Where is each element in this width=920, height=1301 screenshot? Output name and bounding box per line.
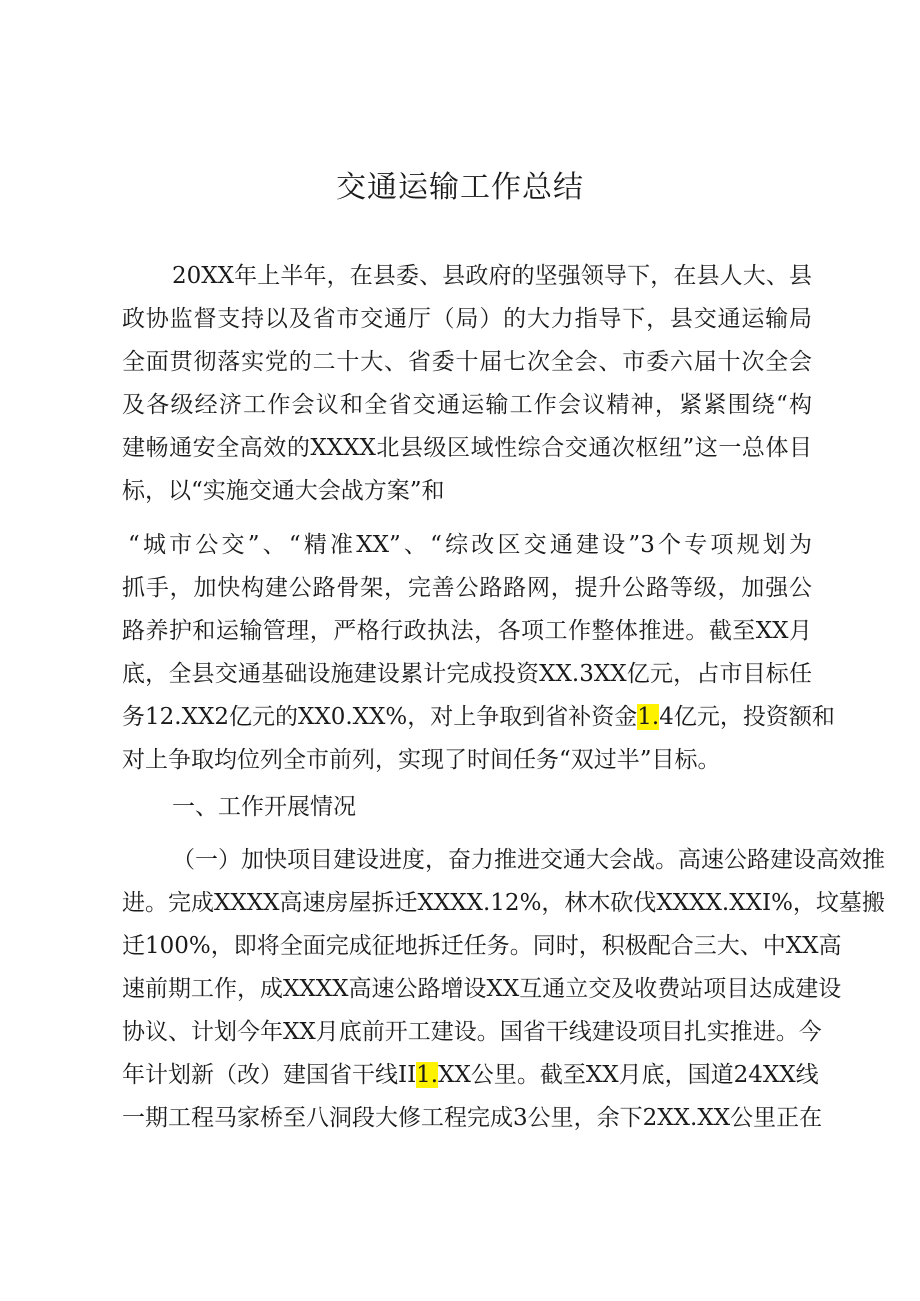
text-segment: 年计划新（改）建国省干线II <box>122 1062 417 1088</box>
subsection-heading: （一）加快项目建设进度，奋力推进交通大会战。 <box>172 847 678 873</box>
paragraph-line: 政协监督支持以及省市交通厅（局）的大力指导下，县交通运输局 <box>122 306 812 332</box>
subsection-heading-rest: 高速公路建设高效推 <box>678 847 885 873</box>
paragraph-line: 一期工程马家桥至八洞段大修工程完成3公里，余下2XX.XX公里正在 <box>122 1105 823 1131</box>
paragraph-line: 全面贯彻落实党的二十大、省委十届七次全会、市委六届十次全会 <box>122 349 812 375</box>
paragraph-line: 路养护和运输管理，严格行政执法，各项工作整体推进。截至XX月 <box>122 618 812 644</box>
paragraph-line: 建畅通安全高效的XXXX北县级区域性综合交通次枢纽”这一总体目 <box>122 435 812 461</box>
paragraph-line: 20XX年上半年，在县委、县政府的坚强领导下，在县人大、县 <box>172 263 812 289</box>
text-segment: 4亿元，投资额和 <box>659 704 835 730</box>
funding-line <box>122 699 835 735</box>
section-heading: 一、工作开展情况 <box>172 794 356 820</box>
paragraph-line: 及各级经济工作会议和全省交通运输工作会议精神，紧紧围绕“构 <box>122 392 812 418</box>
paragraph-line: 协议、计划今年XX月底前开工建设。国省干线建设项目扎实推进。今 <box>122 1019 822 1045</box>
paragraph-line: “城市公交”、“精准XX”、“综改区交通建设”3个专项规划为 <box>128 532 812 558</box>
paragraph-line: 迁100%，即将全面完成征地拆迁任务。同时，积极配合三大、中XX高 <box>122 933 842 959</box>
text-segment: XX公里。截至XX月底，国道24XX线 <box>438 1062 819 1088</box>
text-segment: 务12.XX2亿元的XX0.XX%，对上争取到省补资金 <box>122 704 638 730</box>
paragraph-line: 抓手，加快构建公路骨架，完善公路路网，提升公路等级，加强公 <box>122 575 812 601</box>
trunk-line <box>122 1057 819 1093</box>
subsection-lead-line <box>172 842 885 878</box>
document-title: 交通运输工作总结 <box>336 170 584 205</box>
paragraph-line: 对上争取均位列全市前列，实现了时间任务“双过半”目标。 <box>122 747 721 773</box>
highlighted-text: 1. <box>416 1062 439 1088</box>
paragraph-line: 进。完成XXXX高速房屋拆迁XXXX.12%，林木砍伐XXXX.XXI%，坟墓搬 <box>122 890 885 916</box>
paragraph-line: 底，全县交通基础设施建设累计完成投资XX.3XX亿元，占市目标任 <box>122 661 812 687</box>
paragraph-line: 速前期工作，成XXXX高速公路增设XX互通立交及收费站项目达成建设 <box>122 976 842 1002</box>
paragraph-line: 标，以“实施交通大会战方案”和 <box>122 478 445 504</box>
highlighted-text: 1. <box>637 704 660 730</box>
